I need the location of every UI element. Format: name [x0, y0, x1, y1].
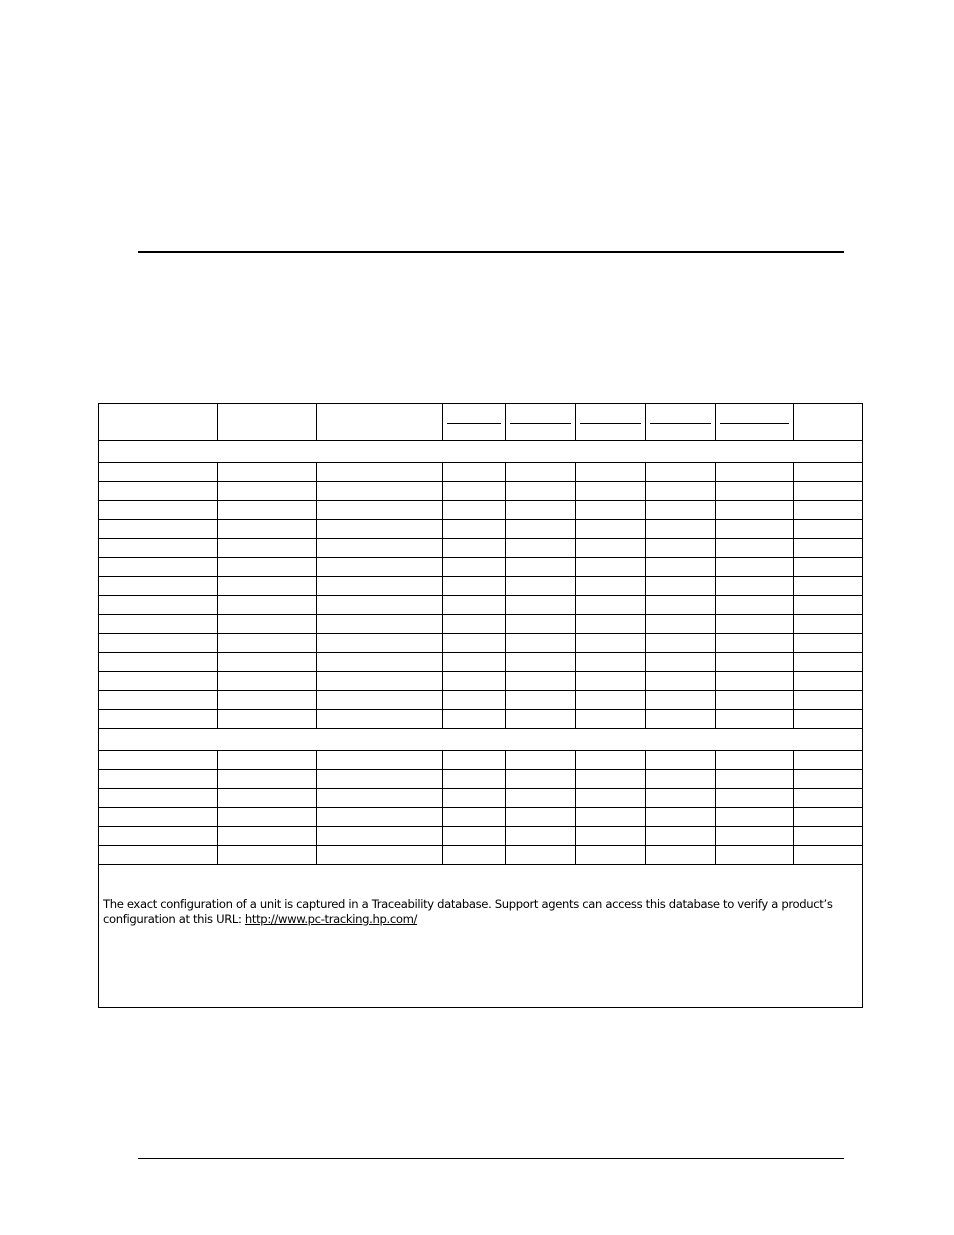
- table-cell: [317, 808, 443, 827]
- table-cell: [218, 539, 317, 558]
- table-cell: [443, 710, 506, 729]
- table-cell: [794, 634, 863, 653]
- table-cell: [506, 634, 576, 653]
- table-cell: [794, 463, 863, 482]
- note-row: [99, 865, 863, 1008]
- header-cell: [218, 404, 317, 441]
- table-cell: [794, 520, 863, 539]
- table-cell: [99, 558, 218, 577]
- header-cell: [443, 404, 506, 441]
- table-cell: [443, 770, 506, 789]
- table-cell: [506, 691, 576, 710]
- table-cell: [716, 463, 794, 482]
- table-cell: [99, 596, 218, 615]
- table-cell: [317, 634, 443, 653]
- section-row: [99, 729, 863, 751]
- table-cell: [794, 789, 863, 808]
- table-cell: [506, 615, 576, 634]
- table-cell: [576, 463, 646, 482]
- table-cell: [576, 770, 646, 789]
- table-row: [99, 672, 863, 691]
- table-cell: [506, 482, 576, 501]
- table-cell: [716, 634, 794, 653]
- section-row: [99, 441, 863, 463]
- table-cell: [506, 520, 576, 539]
- table-cell: [218, 846, 317, 865]
- table-cell: [99, 615, 218, 634]
- table-cell: [218, 653, 317, 672]
- table-row: [99, 751, 863, 770]
- table-row: [99, 691, 863, 710]
- table-cell: [506, 463, 576, 482]
- table-cell: [317, 539, 443, 558]
- table-cell: [443, 520, 506, 539]
- table-cell: [576, 634, 646, 653]
- table-cell: [646, 463, 716, 482]
- table-cell: [99, 463, 218, 482]
- table-cell: [218, 710, 317, 729]
- table-cell: [317, 653, 443, 672]
- table-cell: [716, 558, 794, 577]
- table-cell: [794, 539, 863, 558]
- table-cell: [99, 501, 218, 520]
- table-cell: [218, 482, 317, 501]
- table-cell: [99, 634, 218, 653]
- table-cell: [716, 710, 794, 729]
- table-cell: [99, 653, 218, 672]
- note-cell: [99, 865, 863, 1008]
- table-cell: [576, 558, 646, 577]
- table-cell: [218, 751, 317, 770]
- table-cell: [317, 710, 443, 729]
- table-cell: [317, 672, 443, 691]
- table-cell: [646, 558, 716, 577]
- table-cell: [646, 520, 716, 539]
- table-cell: [218, 596, 317, 615]
- table-cell: [218, 634, 317, 653]
- table-cell: [794, 501, 863, 520]
- table-cell: [443, 789, 506, 808]
- table-cell: [506, 846, 576, 865]
- table-cell: [218, 691, 317, 710]
- table-cell: [506, 789, 576, 808]
- table-cell: [443, 751, 506, 770]
- table-cell: [317, 751, 443, 770]
- table-row: [99, 827, 863, 846]
- table-cell: [317, 615, 443, 634]
- table-cell: [716, 653, 794, 672]
- table-cell: [443, 691, 506, 710]
- table-row: [99, 846, 863, 865]
- table-cell: [218, 501, 317, 520]
- table-cell: [576, 710, 646, 729]
- table-row: [99, 596, 863, 615]
- table-header-row: [99, 404, 863, 441]
- table-cell: [794, 691, 863, 710]
- table-cell: [443, 846, 506, 865]
- table-cell: [99, 808, 218, 827]
- table-cell: [646, 653, 716, 672]
- table-cell: [794, 577, 863, 596]
- table-cell: [443, 539, 506, 558]
- table-cell: [99, 482, 218, 501]
- table-cell: [443, 653, 506, 672]
- table-cell: [506, 558, 576, 577]
- table-cell: [218, 577, 317, 596]
- table-cell: [443, 596, 506, 615]
- table-row: [99, 501, 863, 520]
- table-cell: [317, 846, 443, 865]
- table-row: [99, 482, 863, 501]
- table-cell: [99, 672, 218, 691]
- note-text: The exact configuration of a unit is captured in a Traceability database. Support agents can access this database to verify a product’s configuration at this URL:: [103, 897, 833, 926]
- table-cell: [218, 672, 317, 691]
- table-cell: [794, 482, 863, 501]
- header-cell: [99, 404, 218, 441]
- table-cell: [716, 846, 794, 865]
- table-cell: [794, 827, 863, 846]
- table-cell: [646, 501, 716, 520]
- table-cell: [646, 482, 716, 501]
- table-row: [99, 463, 863, 482]
- table-cell: [506, 501, 576, 520]
- table-cell: [317, 558, 443, 577]
- table-cell: [794, 808, 863, 827]
- table-cell: [443, 463, 506, 482]
- table-cell: [576, 653, 646, 672]
- table-cell: [218, 558, 317, 577]
- table-cell: [317, 789, 443, 808]
- table-cell: [716, 691, 794, 710]
- table-cell: [317, 770, 443, 789]
- table-cell: [794, 615, 863, 634]
- table-row: [99, 539, 863, 558]
- table-cell: [443, 634, 506, 653]
- table-cell: [646, 615, 716, 634]
- bottom-horizontal-rule: [138, 1158, 844, 1159]
- table-cell: [576, 672, 646, 691]
- table-row: [99, 808, 863, 827]
- table-cell: [576, 520, 646, 539]
- table-cell: [576, 539, 646, 558]
- table-row: [99, 577, 863, 596]
- table-cell: [317, 577, 443, 596]
- table-row: [99, 634, 863, 653]
- header-cell: [716, 404, 794, 441]
- table-cell: [716, 770, 794, 789]
- table-cell: [576, 827, 646, 846]
- table-cell: [646, 539, 716, 558]
- table-cell: [99, 770, 218, 789]
- table-cell: [443, 672, 506, 691]
- table-cell: [576, 789, 646, 808]
- table-cell: [794, 751, 863, 770]
- table-cell: [506, 710, 576, 729]
- table-cell: [576, 808, 646, 827]
- table-cell: [716, 520, 794, 539]
- table-cell: [646, 596, 716, 615]
- table-cell: [506, 827, 576, 846]
- table-cell: [317, 463, 443, 482]
- table-row: [99, 520, 863, 539]
- table-cell: [646, 789, 716, 808]
- table-cell: [576, 482, 646, 501]
- table-cell: [646, 672, 716, 691]
- table-cell: [576, 751, 646, 770]
- table-cell: [794, 846, 863, 865]
- table-cell: [506, 672, 576, 691]
- table-row: [99, 789, 863, 808]
- table-cell: [317, 691, 443, 710]
- table-cell: [716, 808, 794, 827]
- table-cell: [716, 672, 794, 691]
- table-cell: [99, 751, 218, 770]
- table-cell: [506, 577, 576, 596]
- table-cell: [218, 789, 317, 808]
- table-cell: [99, 520, 218, 539]
- table-cell: [716, 482, 794, 501]
- table-row: [99, 653, 863, 672]
- traceability-link[interactable]: http://www.pc-tracking.hp.com/: [244, 912, 418, 926]
- table-cell: [443, 615, 506, 634]
- section-cell: [99, 729, 863, 751]
- table-cell: [443, 808, 506, 827]
- table-cell: [218, 770, 317, 789]
- table-cell: [646, 751, 716, 770]
- table-cell: [646, 577, 716, 596]
- table-cell: [218, 827, 317, 846]
- header-cell: [317, 404, 443, 441]
- table-cell: [218, 520, 317, 539]
- table-cell: [99, 691, 218, 710]
- table-cell: [218, 615, 317, 634]
- header-cell: [506, 404, 576, 441]
- table-cell: [443, 558, 506, 577]
- table-row: [99, 710, 863, 729]
- table-cell: [99, 539, 218, 558]
- table-cell: [716, 827, 794, 846]
- table-cell: [716, 501, 794, 520]
- table-cell: [99, 827, 218, 846]
- table-cell: [646, 827, 716, 846]
- table-cell: [794, 653, 863, 672]
- table-cell: [443, 501, 506, 520]
- table-cell: [317, 482, 443, 501]
- table-cell: [794, 558, 863, 577]
- table-cell: [716, 539, 794, 558]
- table-cell: [646, 710, 716, 729]
- table-cell: [716, 577, 794, 596]
- table-cell: [218, 463, 317, 482]
- table-row: [99, 770, 863, 789]
- table-cell: [506, 596, 576, 615]
- table-cell: [317, 596, 443, 615]
- header-cell: [646, 404, 716, 441]
- table-cell: [794, 672, 863, 691]
- table-cell: [646, 691, 716, 710]
- table-cell: [99, 789, 218, 808]
- table-cell: [716, 789, 794, 808]
- table-cell: [443, 577, 506, 596]
- header-cell: [576, 404, 646, 441]
- table-cell: [576, 846, 646, 865]
- table-cell: [646, 808, 716, 827]
- table-cell: [443, 482, 506, 501]
- traceability-note: [103, 897, 856, 927]
- table-cell: [443, 827, 506, 846]
- table-cell: [99, 577, 218, 596]
- table-cell: [576, 501, 646, 520]
- table-cell: [646, 770, 716, 789]
- table-cell: [646, 634, 716, 653]
- table-cell: [576, 596, 646, 615]
- table-cell: [218, 808, 317, 827]
- table-cell: [576, 577, 646, 596]
- table-cell: [576, 615, 646, 634]
- table-cell: [716, 751, 794, 770]
- table-cell: [716, 615, 794, 634]
- table-cell: [506, 653, 576, 672]
- configuration-table: [98, 403, 863, 1008]
- table-cell: [99, 710, 218, 729]
- table-cell: [794, 710, 863, 729]
- table-cell: [506, 751, 576, 770]
- table-cell: [794, 596, 863, 615]
- table-cell: [506, 770, 576, 789]
- table-row: [99, 558, 863, 577]
- table-cell: [576, 691, 646, 710]
- table-cell: [317, 827, 443, 846]
- top-horizontal-rule: [138, 251, 844, 253]
- header-cell: [794, 404, 863, 441]
- table-cell: [317, 501, 443, 520]
- table-cell: [794, 770, 863, 789]
- table-cell: [506, 539, 576, 558]
- table-cell: [506, 808, 576, 827]
- section-cell: [99, 441, 863, 463]
- table-cell: [646, 846, 716, 865]
- table-cell: [99, 846, 218, 865]
- table-row: [99, 615, 863, 634]
- table-cell: [716, 596, 794, 615]
- table-cell: [317, 520, 443, 539]
